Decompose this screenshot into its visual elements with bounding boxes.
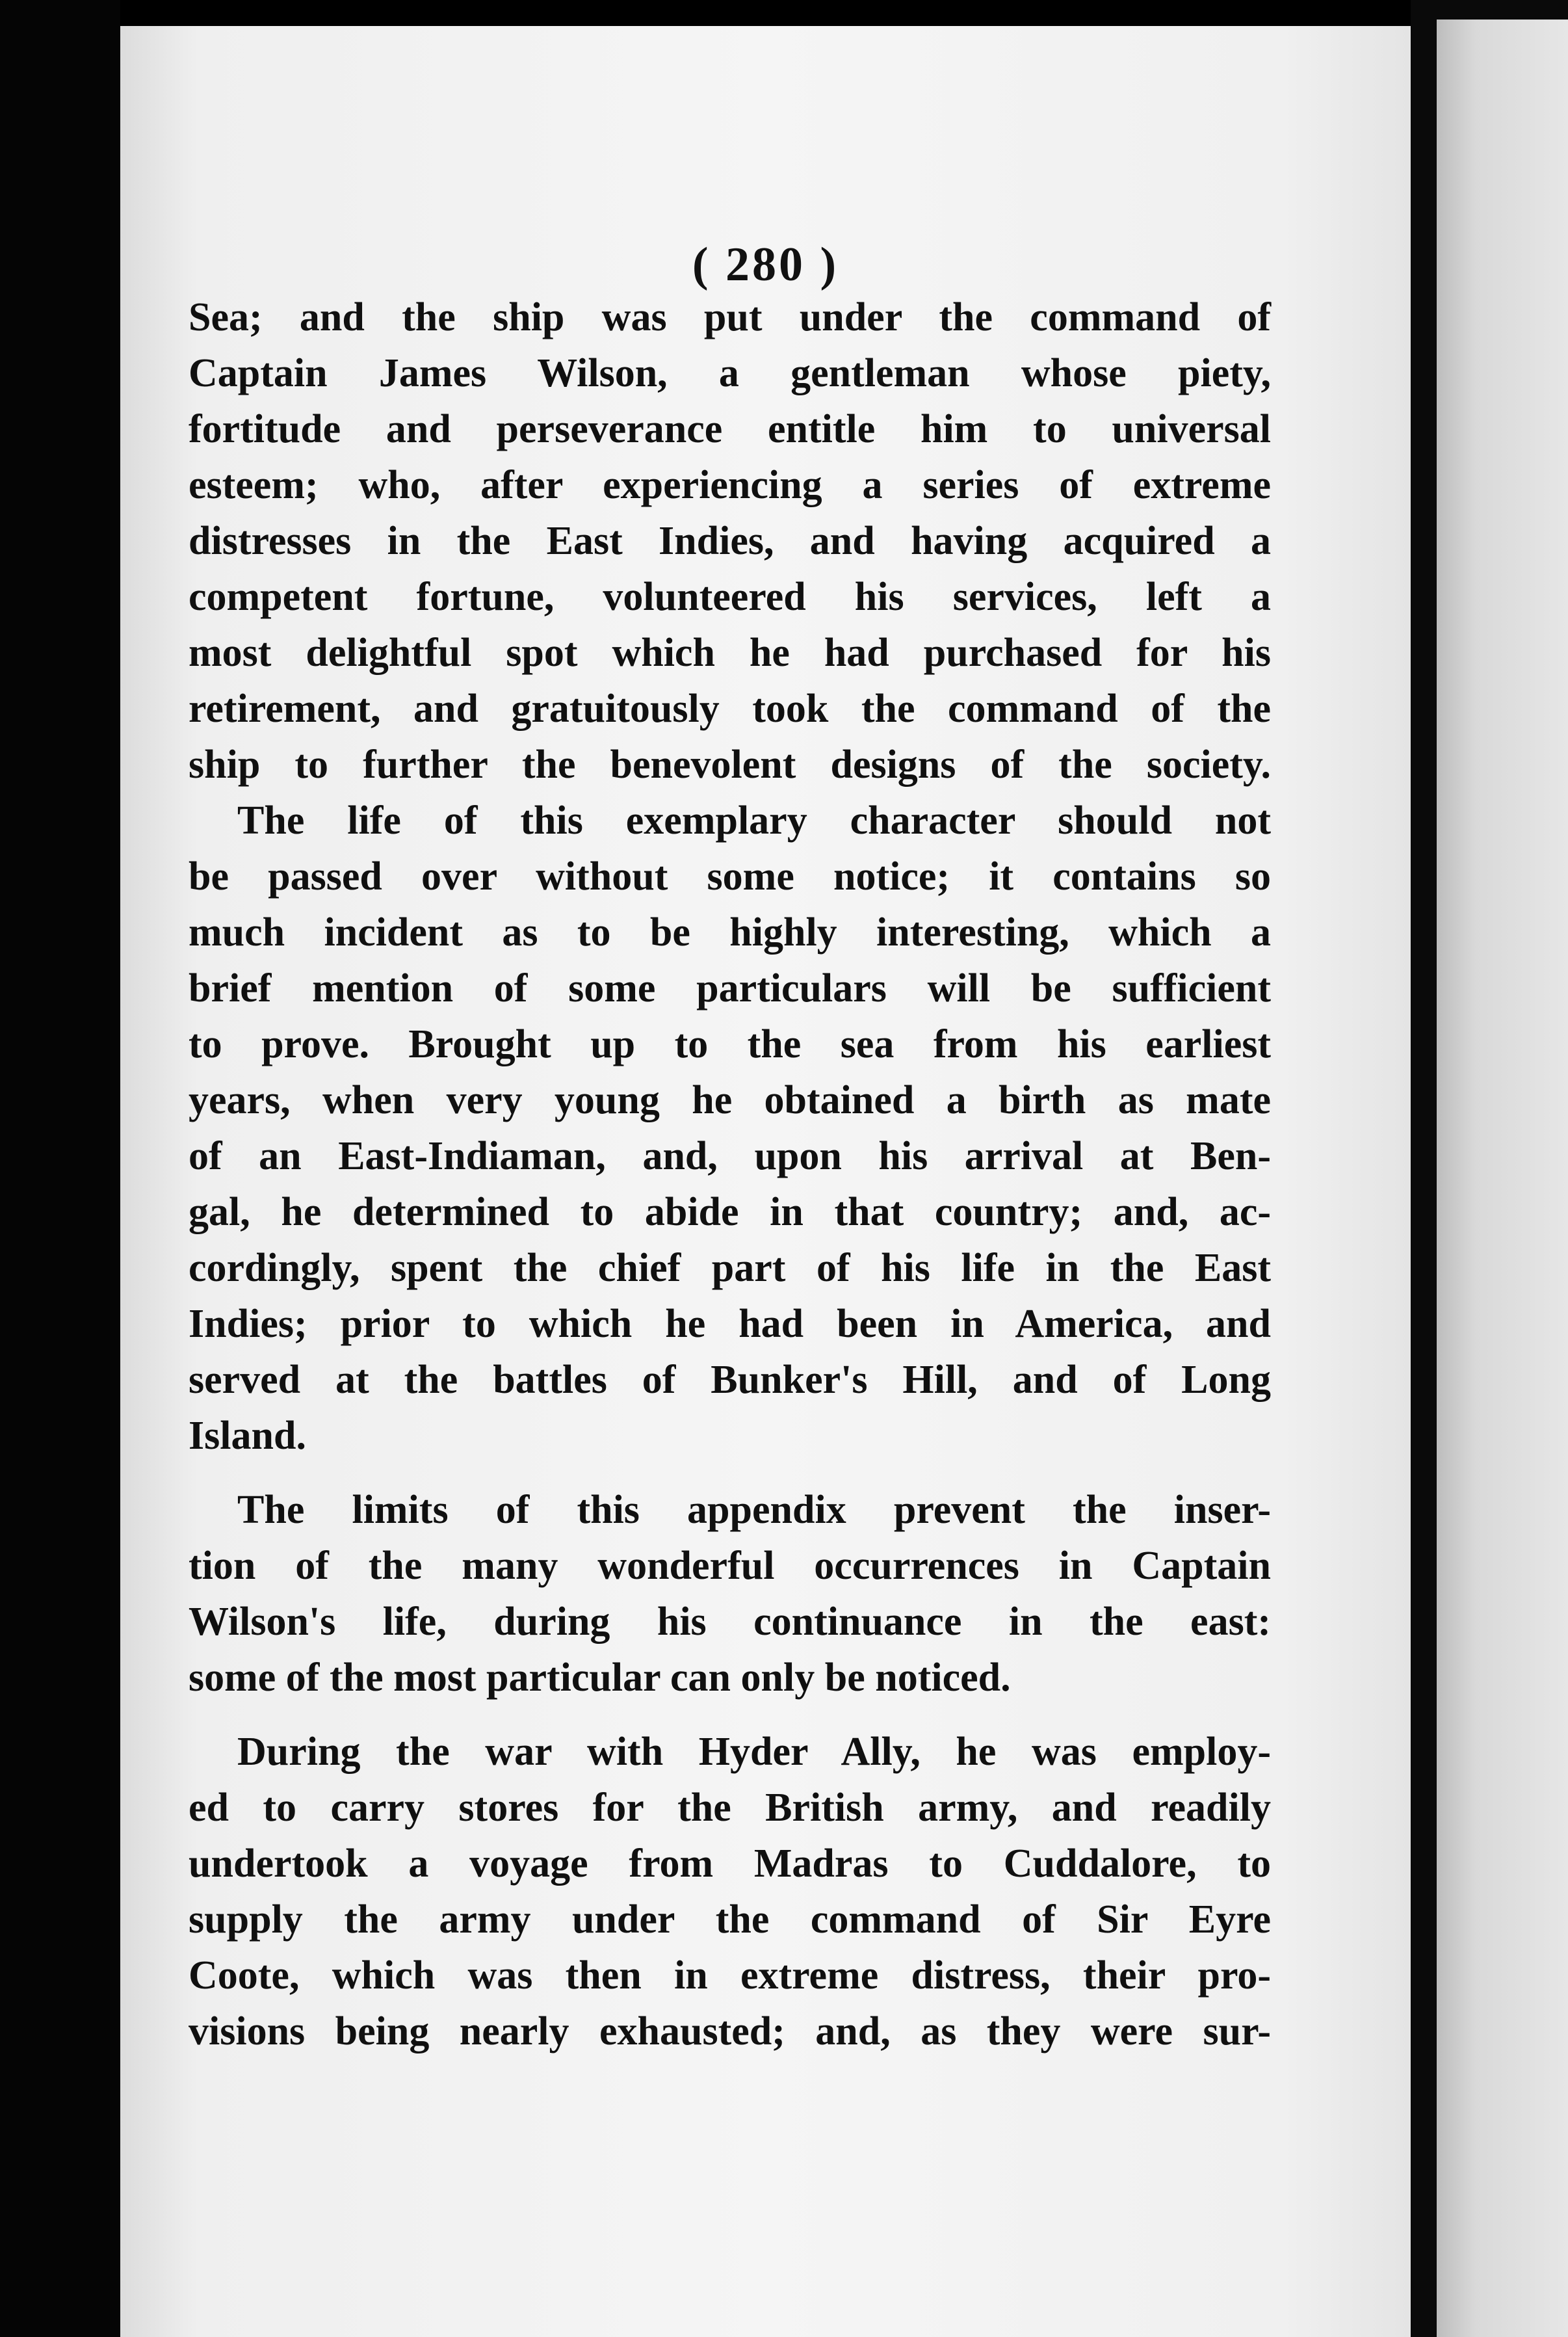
paragraph [189,1724,1271,2059]
text-line: Indies; prior to which he had been in America, and [189,1302,1271,1346]
text-line: be passed over without some notice; it contains so [189,854,1271,899]
paragraph [189,289,1271,793]
text-line: The limits of this appendix prevent the inser- [237,1488,1271,1532]
text-line: esteem; who, after experiencing a series of extreme [189,463,1271,507]
text-line: retirement, and gratuitously took the command of the [189,687,1271,731]
text-line: fortitude and perseverance entitle him to universal [189,407,1271,451]
text-line: of an East-Indiaman, and, upon his arrival at Ben- [189,1134,1271,1178]
text-line: Captain James Wilson, a gentleman whose piety, [189,351,1271,395]
text-line: cordingly, spent the chief part of his life in the East [189,1246,1271,1290]
adjacent-page-edge [1437,20,1568,2337]
text-line: brief mention of some particulars will be sufficient [189,966,1271,1010]
text-line: Coote, which was then in extreme distress, their pro- [189,1953,1271,1998]
scan-border-left [0,0,120,2337]
text-line: supply the army under the command of Sir Eyre [189,1897,1271,1942]
text-line: Island. [189,1414,306,1458]
text-line: Sea; and the ship was put under the command of [189,295,1271,339]
text-line: Wilson's life, during his continuance in the east: [189,1600,1271,1644]
text-line: much incident as to be highly interesting, which a [189,910,1271,955]
paragraph [189,793,1271,1464]
text-line: During the war with Hyder Ally, he was employ- [237,1730,1271,1774]
text-line: gal, he determined to abide in that country; and, ac- [189,1190,1271,1234]
text-line: years, when very young he obtained a birth as mate [189,1078,1271,1122]
body-text [189,289,1271,2059]
book-gutter [1411,0,1437,2337]
paragraph-spacing [189,1706,1271,1724]
text-line: most delightful spot which he had purchased for his [189,631,1271,675]
text-line: tion of the many wonderful occurrences in Captain [189,1544,1271,1588]
paragraph-spacing [189,1464,1271,1482]
text-line: ed to carry stores for the British army, and readily [189,1786,1271,1830]
text-line: undertook a voyage from Madras to Cuddalore, to [189,1842,1271,1886]
paragraph [189,1482,1271,1706]
text-line: some of the most particular can only be noticed. [189,1656,1011,1700]
text-line: served at the battles of Bunker's Hill, and of Long [189,1358,1271,1402]
text-line: distresses in the East Indies, and having acquired a [189,519,1271,563]
text-line: The life of this exemplary character should not [237,799,1271,843]
text-line: visions being nearly exhausted; and, as they were sur- [189,2009,1271,2053]
text-line: to prove. Brought up to the sea from his earliest [189,1022,1271,1066]
text-line: ship to further the benevolent designs of the society. [189,743,1271,787]
text-line: competent fortune, volunteered his services, left a [189,575,1271,619]
page-number: ( 280 ) [692,238,839,291]
